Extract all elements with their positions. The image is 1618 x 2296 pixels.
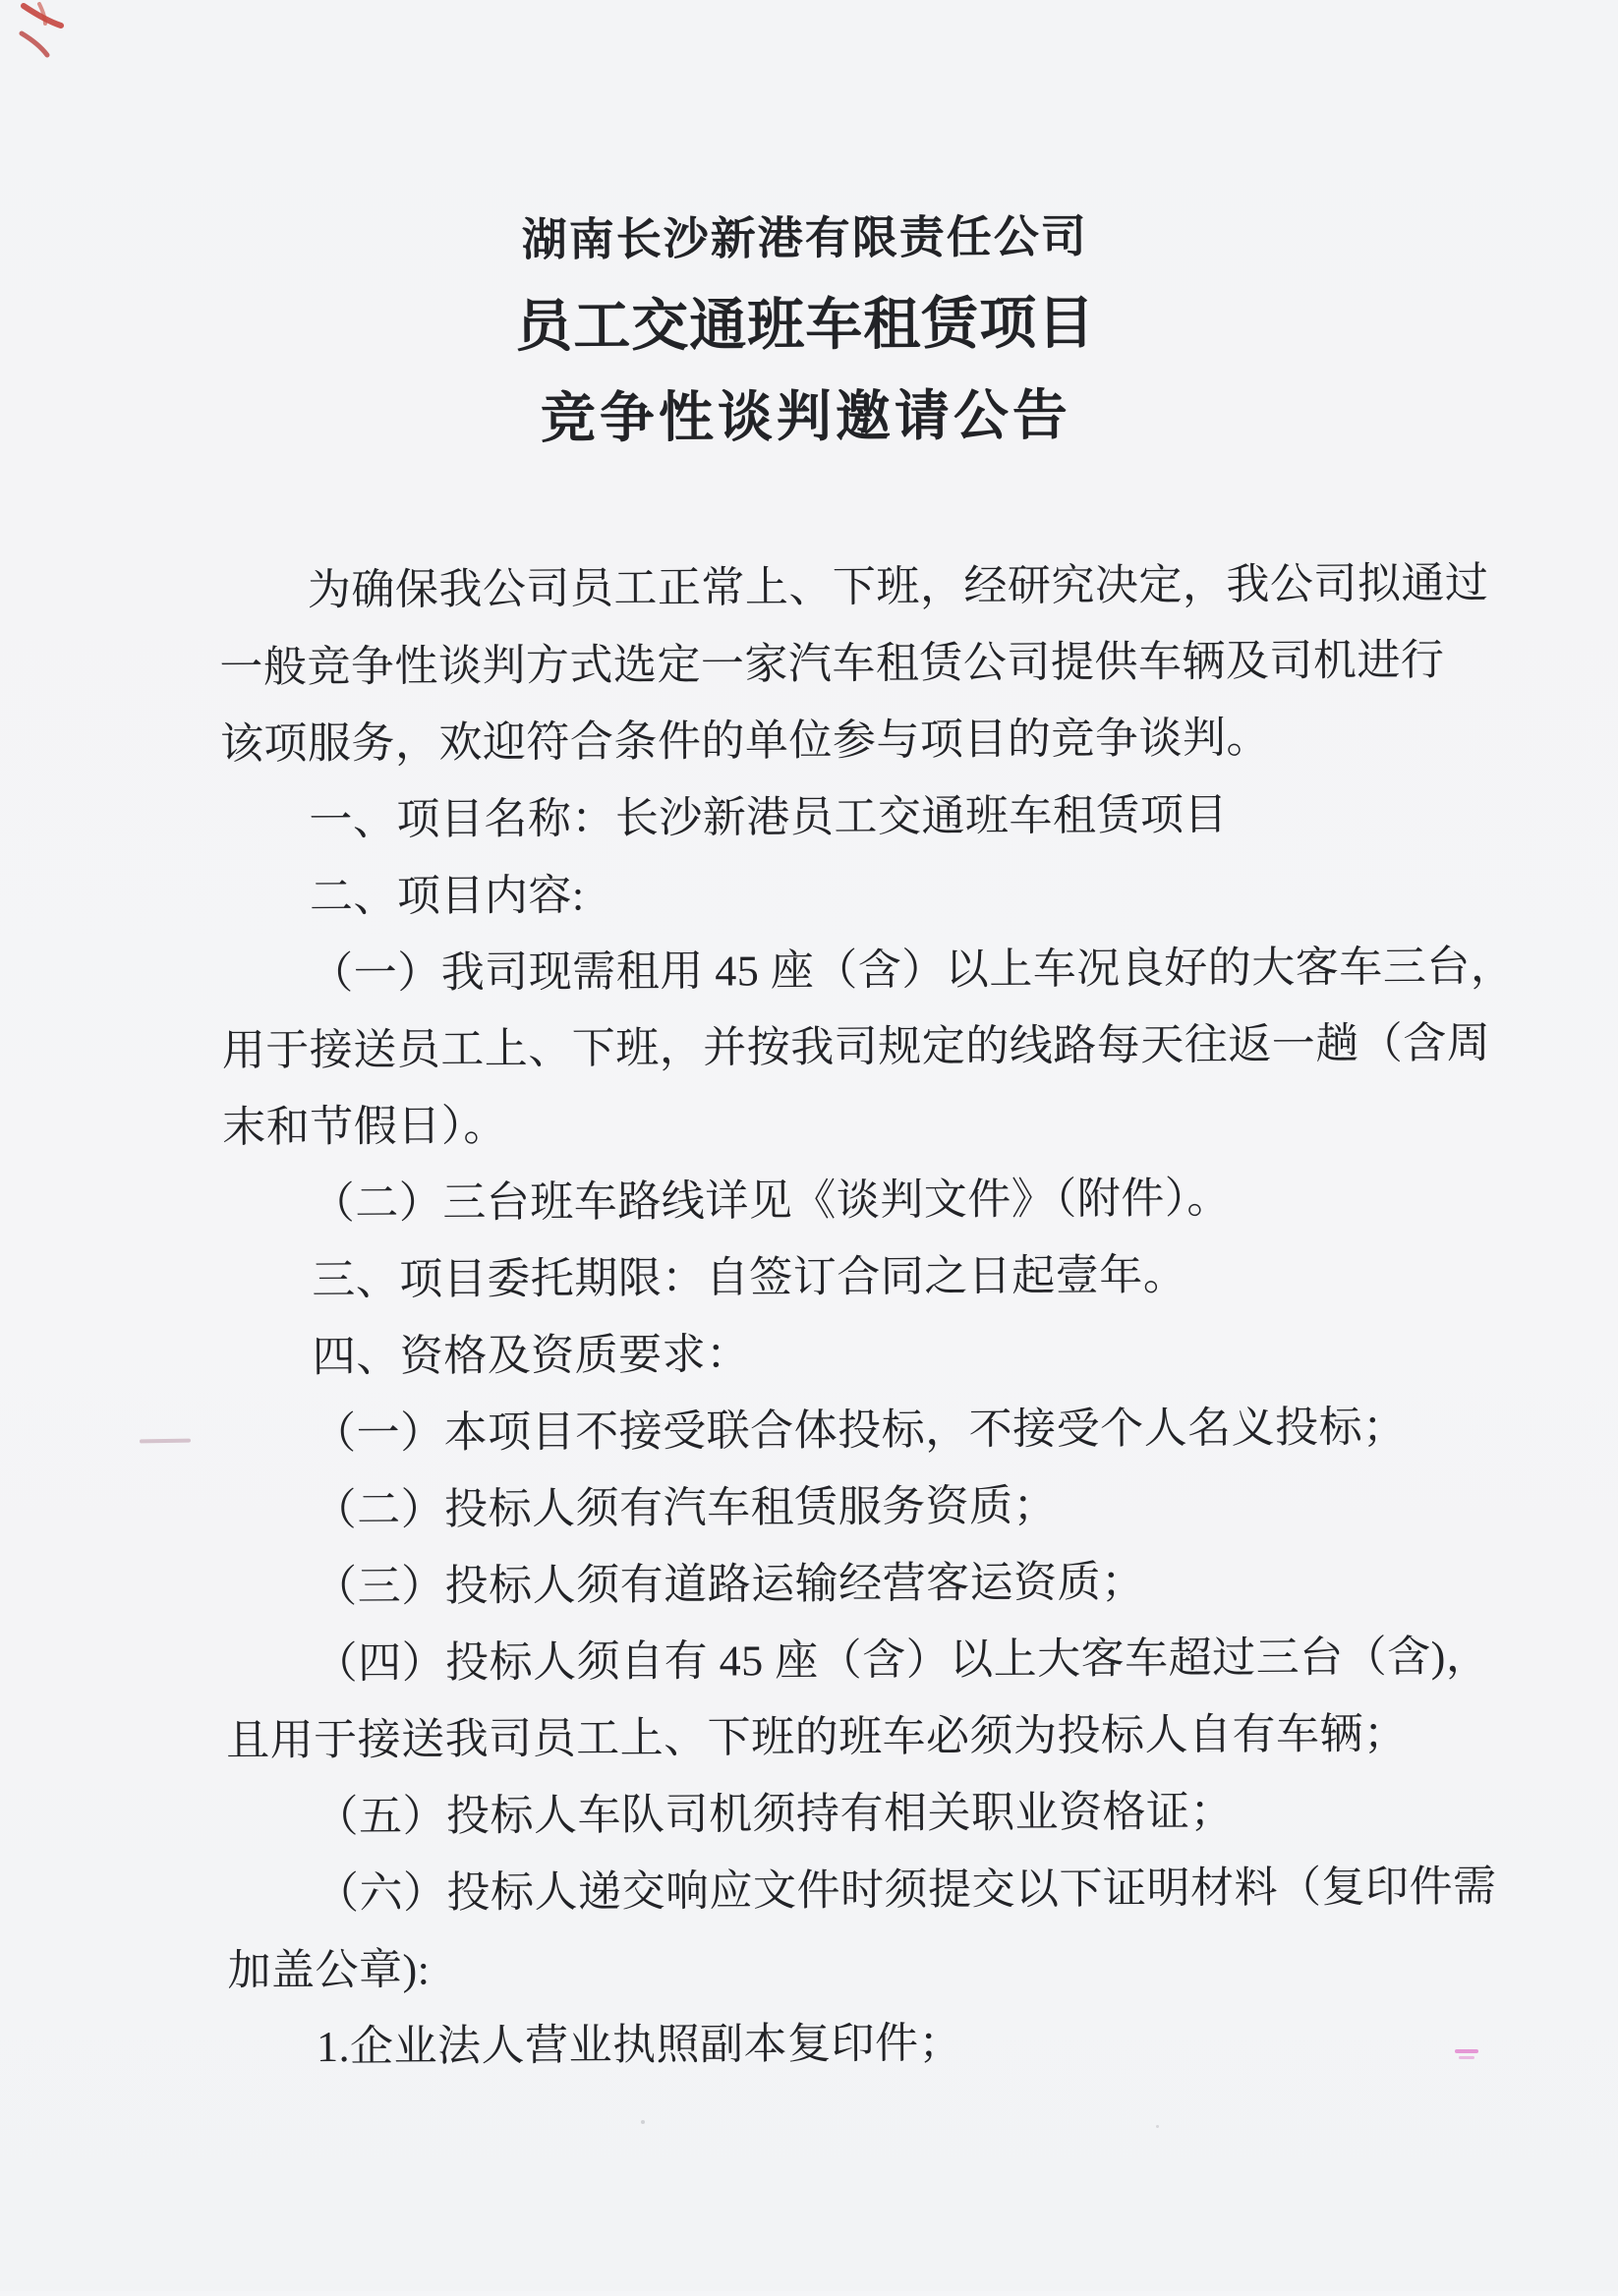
text-line: 末和节假日）。: [222, 1101, 507, 1152]
text-line: 加盖公章):: [227, 1945, 431, 1995]
company-name-title: 湖南长沙新港有限责任公司: [521, 211, 1088, 265]
scan-speck: [1156, 2125, 1159, 2128]
text-line: 为确保我公司员工正常上、下班，经研究决定，我公司拟通过: [307, 558, 1489, 615]
title-block: [0, 0, 1615, 456]
text-line: 四、资格及资质要求：: [312, 1330, 750, 1382]
pink-artifact-bar: [1459, 2056, 1474, 2059]
red-pen-mark: [10, 0, 98, 69]
text-line: （三）投标人须有道路运输经营客运资质；: [314, 1557, 1145, 1612]
text-line: （六）投标人递交响应文件时须提交以下证明材料（复印件需: [315, 1862, 1497, 1919]
document-body: [0, 545, 1618, 2088]
text-line: 且用于接送我司员工上、下班的班车必须为投标人自有车辆；: [225, 1709, 1408, 1765]
text-line: 一般竞争性谈判方式选定一家汽车租赁公司提供车辆及司机进行: [219, 636, 1445, 692]
text-line: 该项服务，欢迎符合条件的单位参与项目的竞争谈判。: [219, 714, 1271, 769]
announcement-type-title: 竞争性谈判邀请公告: [540, 385, 1072, 450]
text-line: 三、项目委托期限：自签订合同之日起壹年。: [312, 1250, 1187, 1305]
text-line: （二）三台班车路线详见《谈判文件》（附件）。: [311, 1174, 1231, 1229]
text-line: 1.企业法人营业执照副本复印件；: [316, 2019, 963, 2072]
text-line: （一）本项目不接受联合体投标，不接受个人名义投标；: [313, 1403, 1407, 1459]
text-line: 用于接送员工上、下班，并按我司规定的线路每天往返一趟（含周: [221, 1018, 1491, 1075]
pink-scan-artifact: [1455, 2049, 1480, 2063]
text-line: 二、项目内容:: [309, 871, 585, 922]
pink-artifact-bar: [1455, 2049, 1478, 2053]
project-name-title: 员工交通班车租赁项目: [515, 291, 1096, 360]
scan-speck: [641, 2120, 645, 2124]
text-line: （五）投标人车队司机须持有相关职业资格证；: [315, 1787, 1235, 1842]
text-line: （二）投标人须有汽车租赁服务资质；: [313, 1481, 1058, 1535]
text-line: （一）我司现需租用 45 座（含）以上车况良好的大客车三台，: [310, 942, 1515, 999]
text-line: 一、项目名称：长沙新港员工交通班车租赁项目: [309, 790, 1229, 845]
text-line: （四）投标人须自有 45 座（含）以上大客车超过三台（含)，: [314, 1632, 1490, 1689]
